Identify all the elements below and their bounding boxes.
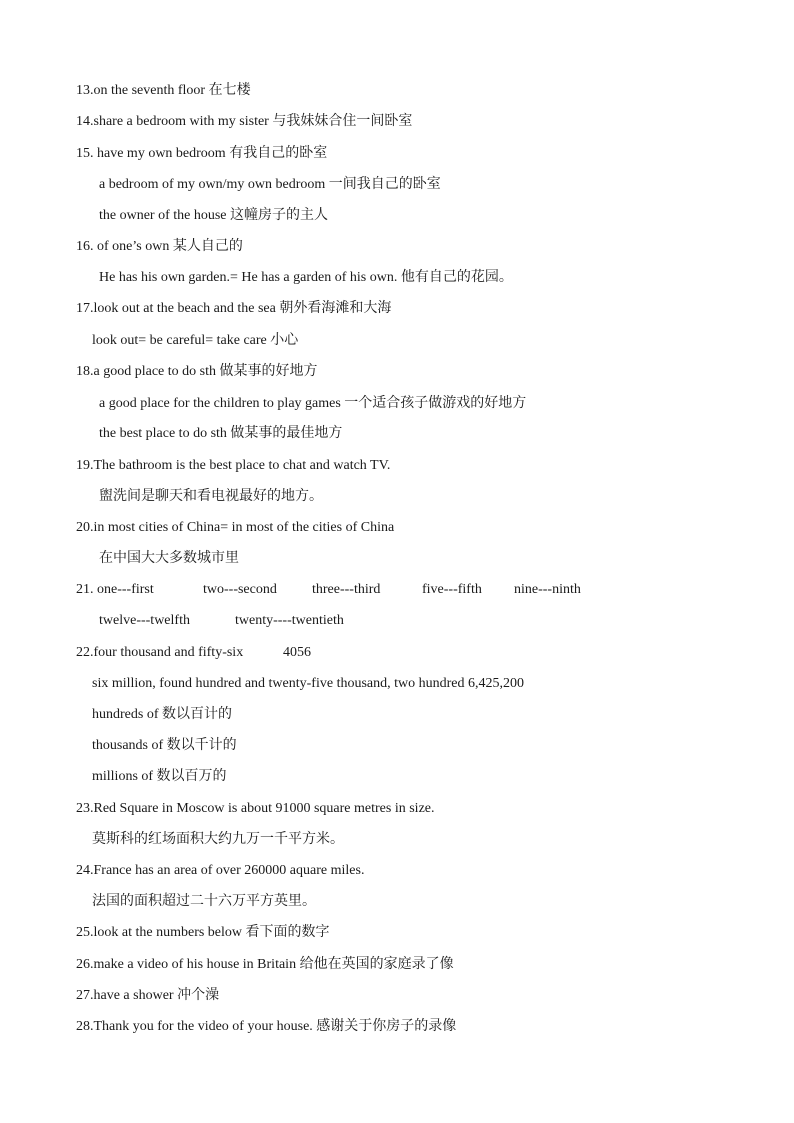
item-22-sub-1: six million, found hundred and twenty-five thousand, two hundred 6,425,200 (92, 676, 524, 691)
item-18-sub-1: a good place for the children to play games 一个适合孩子做游戏的好地方 (99, 396, 527, 411)
item-15: 15. have my own bedroom 有我自己的卧室 (76, 146, 328, 161)
ordinal-pair: five---fifth (422, 582, 482, 597)
item-19-sub-1: 盥洗间是聊天和看电视最好的地方。 (99, 489, 323, 504)
item-18: 18.a good place to do sth 做某事的好地方 (76, 364, 318, 379)
item-22-sub-2: hundreds of 数以百计的 (92, 707, 232, 722)
ordinal-pair: nine---ninth (514, 582, 581, 597)
ordinal-pair: 21. one---first (76, 582, 154, 597)
item-22-sub-3: thousands of 数以千计的 (92, 738, 237, 753)
item-15-sub-1: a bedroom of my own/my own bedroom 一间我自己的卧室 (99, 177, 441, 192)
item-25: 25.look at the numbers below 看下面的数字 (76, 925, 330, 940)
item-24-sub-1: 法国的面积超过二十六万平方英里。 (92, 894, 316, 909)
item-20-sub-1: 在中国大大多数城市里 (99, 551, 239, 566)
item-17: 17.look out at the beach and the sea 朝外看海滩和大海 (76, 301, 392, 316)
ordinal-pair: twenty----twentieth (235, 613, 344, 628)
item-16-sub-1: He has his own garden.= He has a garden of his own. 他有自己的花园。 (99, 270, 513, 285)
item-19: 19.The bathroom is the best place to chat and watch TV. (76, 458, 391, 473)
item-23: 23.Red Square in Moscow is about 91000 square metres in size. (76, 801, 435, 816)
item-17-sub-1: look out= be careful= take care 小心 (92, 333, 299, 348)
number-digits: 4056 (283, 645, 311, 660)
item-21 (76, 580, 581, 600)
item-18-sub-2: the best place to do sth 做某事的最佳地方 (99, 426, 343, 441)
ordinal-pair: three---third (312, 582, 381, 597)
item-22-sub-4: millions of 数以百万的 (92, 769, 227, 784)
ordinal-pair: two---second (203, 582, 277, 597)
item-26: 26.make a video of his house in Britain 给他在英国的家庭录了像 (76, 957, 454, 972)
item-15-sub-2: the owner of the house 这幢房子的主人 (99, 208, 329, 223)
item-22 (76, 643, 311, 663)
item-28: 28.Thank you for the video of your house. 感谢关于你房子的录像 (76, 1019, 457, 1034)
item-23-sub-1: 莫斯科的红场面积大约九万一千平方米。 (92, 832, 344, 847)
item-24: 24.France has an area of over 260000 aquare miles. (76, 863, 365, 878)
item-14: 14.share a bedroom with my sister 与我妹妹合住一间卧室 (76, 114, 413, 129)
item-13: 13.on the seventh floor 在七楼 (76, 83, 251, 98)
number-words: 22.four thousand and fifty-six (76, 645, 244, 660)
ordinal-pair: twelve---twelfth (99, 613, 190, 628)
item-16: 16. of one’s own 某人自己的 (76, 239, 243, 254)
item-20: 20.in most cities of China= in most of the cities of China (76, 520, 395, 535)
item-21-sub-1 (99, 611, 344, 631)
item-27: 27.have a shower 冲个澡 (76, 988, 220, 1003)
